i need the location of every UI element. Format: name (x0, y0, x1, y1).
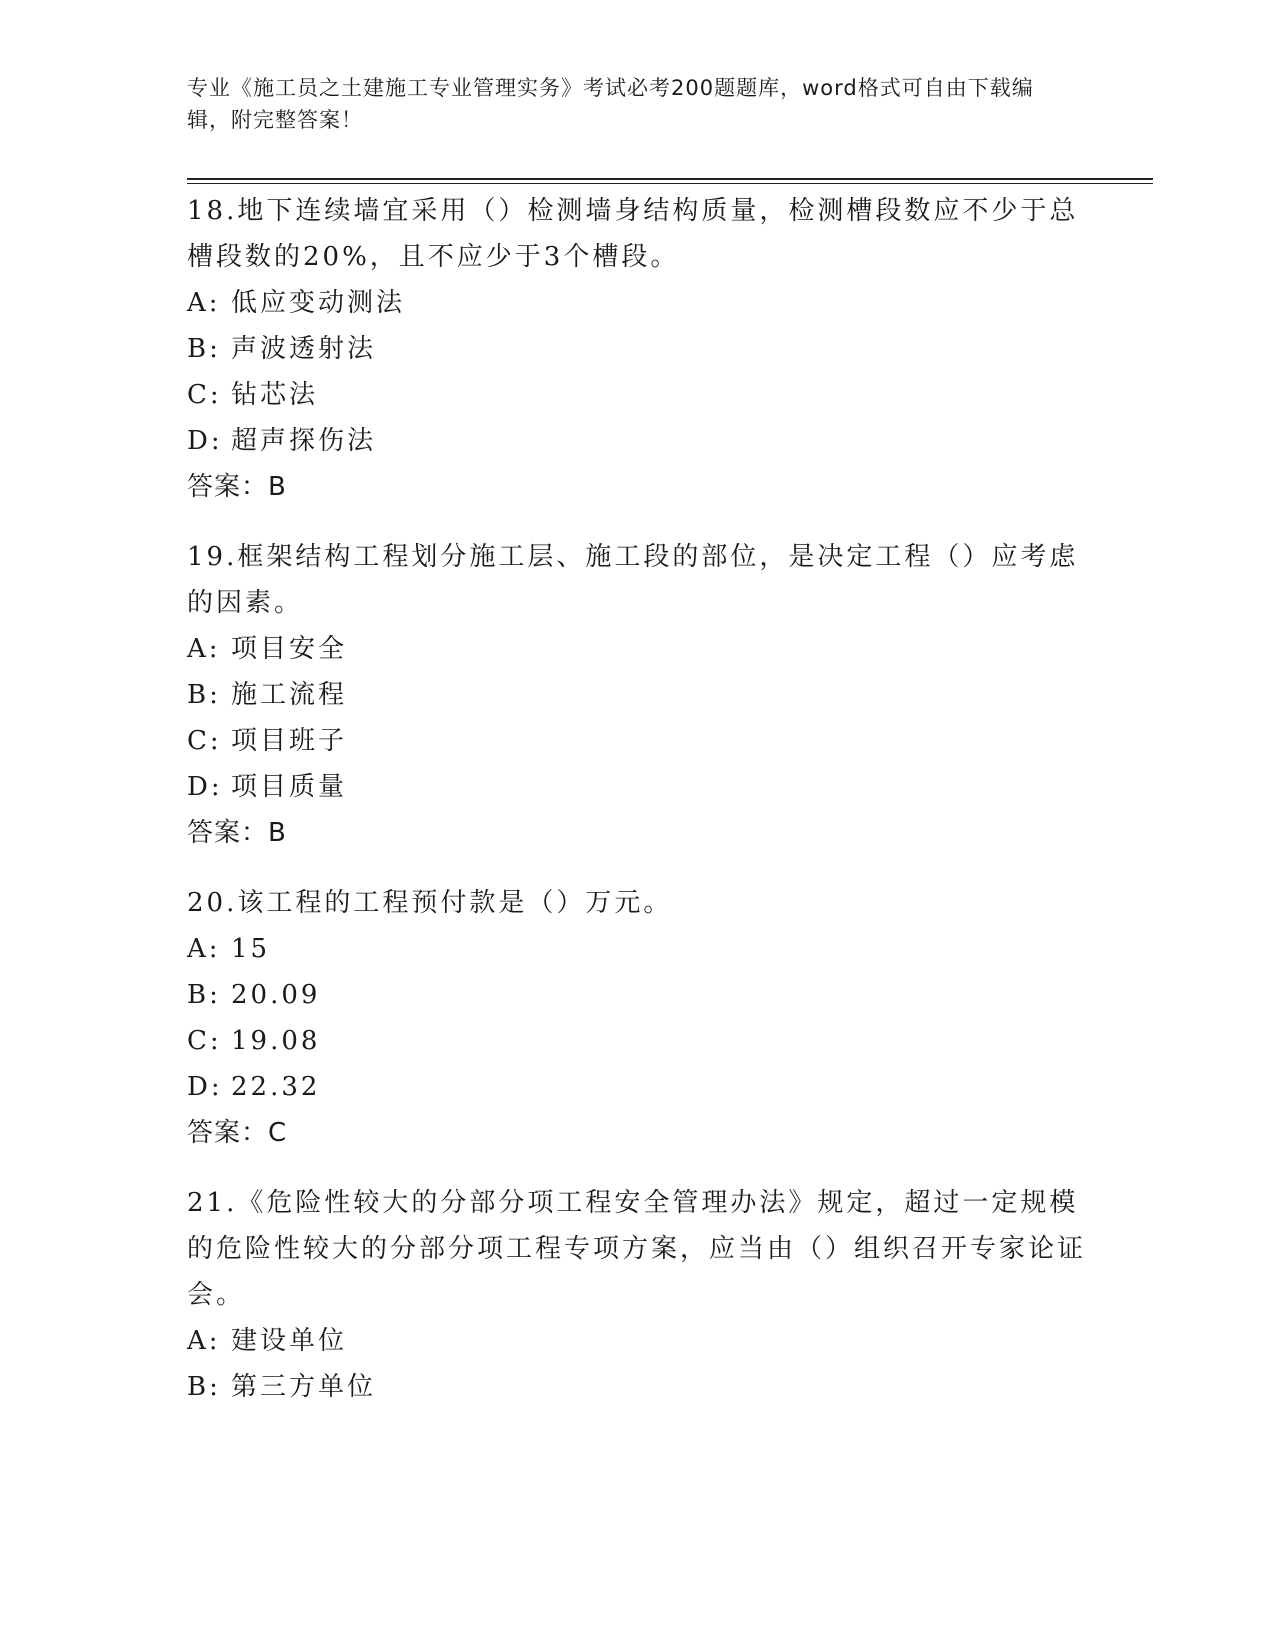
header-rule-thick (187, 178, 1153, 180)
option-text: 钻芯法 (231, 380, 319, 410)
option-d (187, 418, 1087, 464)
option-text: 施工流程 (231, 680, 348, 710)
option-text: 声波透射法 (231, 334, 377, 364)
option-letter: B: (187, 1372, 221, 1402)
question-stem: 18.地下连续墙宜采用（）检测墙身结构质量，检测槽段数应不少于总槽段数的20%，且不应少于3个槽段。 (187, 196, 1079, 272)
option-text: 超声探伤法 (231, 426, 377, 456)
option-letter: D: (187, 772, 223, 802)
option-letter: A: (187, 634, 221, 664)
option-text: 22.32 (231, 1072, 321, 1102)
answer: 答案：B (187, 818, 287, 848)
option-text: 15 (231, 934, 271, 964)
option-letter: A: (187, 288, 221, 318)
option-letter: D: (187, 426, 223, 456)
option-text: 第三方单位 (231, 1372, 377, 1402)
option-b (187, 326, 1087, 372)
question-19 (187, 534, 1087, 856)
question-18 (187, 188, 1087, 510)
document-header: 专业《施工员之土建施工专业管理实务》考试必考200题题库，word格式可自由下载编辑，附完整答案！ (187, 76, 1034, 132)
option-d (187, 1064, 1087, 1110)
option-letter: A: (187, 1326, 221, 1356)
option-d (187, 764, 1087, 810)
option-text: 项目班子 (231, 726, 348, 756)
option-letter: A: (187, 934, 221, 964)
header-rule-thin (187, 183, 1153, 184)
option-text: 项目安全 (231, 634, 348, 664)
question-stem: 21.《危险性较大的分部分项工程安全管理办法》规定，超过一定规模的危险性较大的分部分项工程专项方案，应当由（）组织召开专家论证会。 (187, 1188, 1087, 1310)
option-c (187, 372, 1087, 418)
option-text: 建设单位 (231, 1326, 348, 1356)
option-a (187, 626, 1087, 672)
option-letter: D: (187, 1072, 223, 1102)
option-letter: B: (187, 680, 221, 710)
option-c (187, 718, 1087, 764)
option-text: 20.09 (231, 980, 321, 1010)
option-a (187, 1318, 1087, 1364)
option-letter: C: (187, 380, 222, 410)
option-text: 低应变动测法 (231, 288, 406, 318)
question-20 (187, 880, 1087, 1156)
option-text: 19.08 (231, 1026, 321, 1056)
option-a (187, 926, 1087, 972)
option-b (187, 1364, 1087, 1410)
option-letter: C: (187, 726, 222, 756)
option-text: 项目质量 (231, 772, 348, 802)
option-letter: C: (187, 1026, 222, 1056)
option-letter: B: (187, 980, 221, 1010)
question-list (187, 188, 1087, 1434)
option-letter: B: (187, 334, 221, 364)
option-b (187, 672, 1087, 718)
answer: 答案：B (187, 472, 287, 502)
question-stem: 19.框架结构工程划分施工层、施工段的部位，是决定工程（）应考虑的因素。 (187, 542, 1079, 618)
question-stem: 20.该工程的工程预付款是（）万元。 (187, 888, 673, 918)
option-b (187, 972, 1087, 1018)
question-21 (187, 1180, 1087, 1410)
option-c (187, 1018, 1087, 1064)
option-a (187, 280, 1087, 326)
answer: 答案：C (187, 1118, 288, 1148)
